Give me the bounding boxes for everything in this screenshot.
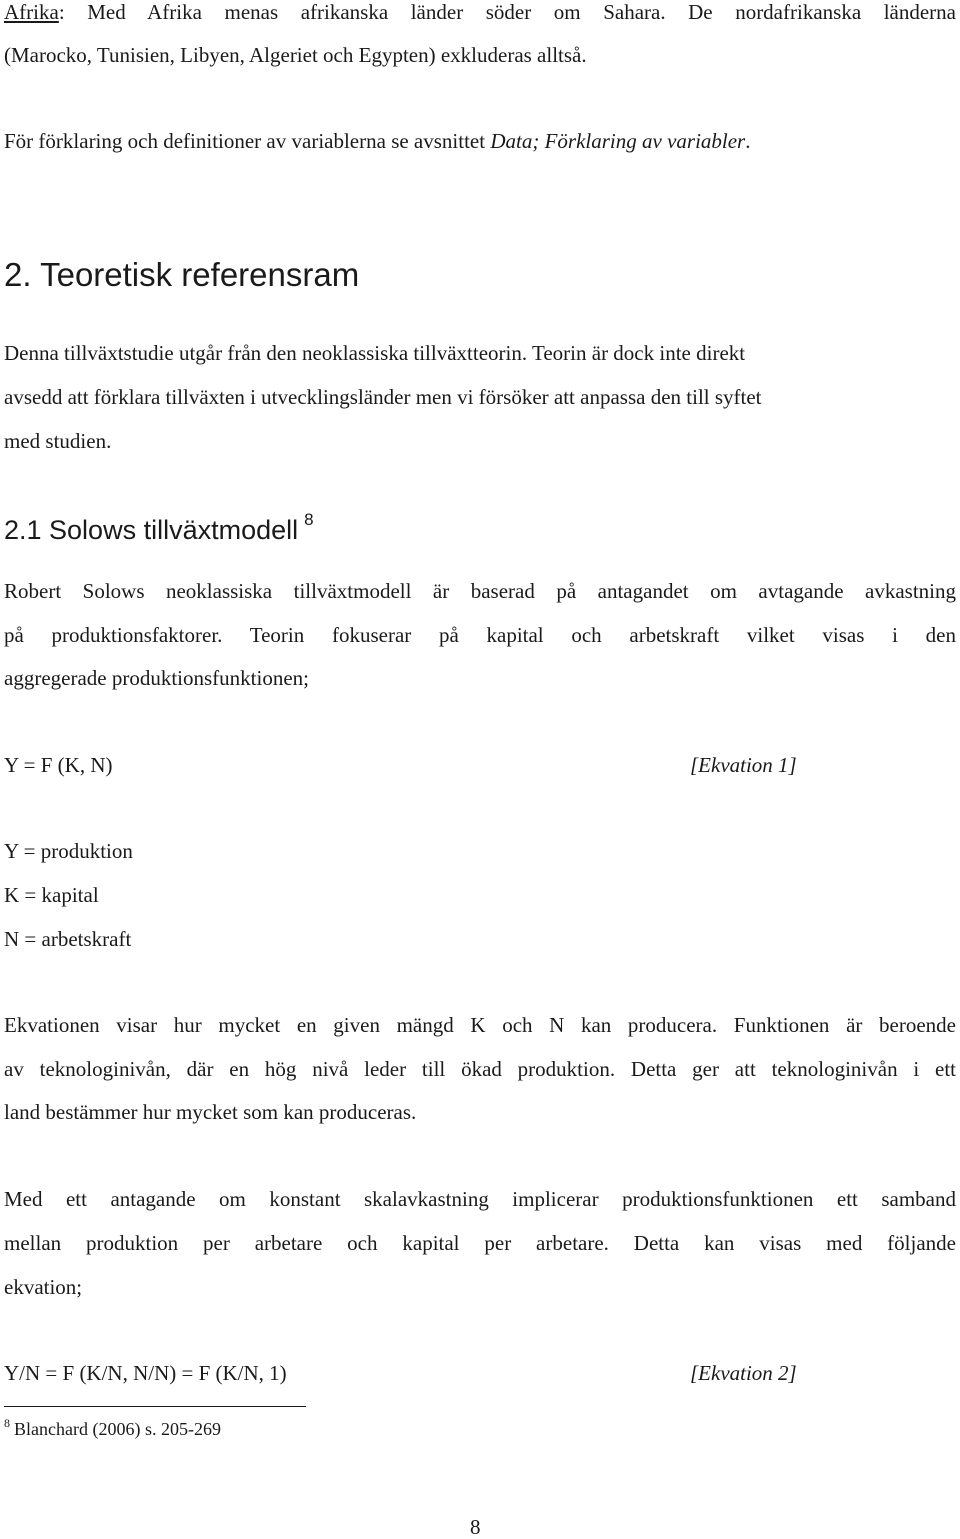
section-2-para-line: avsedd att förklara tillväxten i utvecklingsländer men vi försöker att anpassa den till syftet: [4, 385, 762, 409]
solow-para-2-line: Ekvationen visar hur mycket en given mängd K och N kan producera. Funktionen är beroende: [4, 1013, 956, 1037]
afrika-definition-line-1: [4, 2, 956, 23]
solow-para-2-line: land bestämmer hur mycket som kan produceras.: [4, 1100, 417, 1124]
variable-reference-end: .: [745, 129, 751, 153]
variable-reference-section: Data; Förklaring av variabler: [490, 129, 746, 153]
section-2-heading: 2. Teoretisk referensram: [4, 256, 360, 293]
solow-para-1-line: Robert Solows neoklassiska tillväxtmodell är baserad på antagandet om avtagande avkastning: [4, 579, 956, 603]
equation-1: Y = F (K, N): [4, 753, 113, 777]
definition-y: Y = produktion: [4, 839, 133, 863]
equation-2-label: [Ekvation 2]: [690, 1361, 797, 1385]
solow-para-1-line: på produktionsfaktorer. Teorin fokuserar på kapital och arbetskraft vilket visas i den: [4, 623, 956, 647]
solow-para-1-line: aggregerade produktionsfunktionen;: [4, 666, 309, 690]
footnote-reference: 8: [304, 510, 314, 529]
afrika-term: Afrika: [4, 0, 59, 24]
section-2-para-line: Denna tillväxtstudie utgår från den neoklassiska tillväxtteorin. Teorin är dock inte direkt: [4, 341, 746, 365]
section-2-para-line: med studien.: [4, 429, 112, 453]
footnote: [4, 1416, 221, 1439]
solow-para-3-line: ekvation;: [4, 1275, 83, 1299]
variable-reference-text: För förklaring och definitioner av variablerna se avsnittet: [4, 129, 491, 153]
section-2-1-heading: [4, 510, 314, 545]
footnote-marker: 8: [4, 1416, 10, 1430]
definition-k: K = kapital: [4, 883, 99, 907]
footnote-text: Blanchard (2006) s. 205-269: [14, 1419, 221, 1439]
solow-para-2-line: av teknologinivån, där en hög nivå leder till ökad produktion. Detta ger att teknologinivån i ett: [4, 1057, 956, 1081]
footnote-divider: [4, 1406, 306, 1407]
solow-para-3-line: mellan produktion per arbetare och kapital per arbetare. Detta kan visas med följande: [4, 1231, 956, 1255]
variable-reference-line: [4, 131, 750, 152]
page-number: 8: [470, 1515, 481, 1539]
section-2-1-title: 2.1 Solows tillväxtmodell: [4, 515, 299, 545]
definition-n: N = arbetskraft: [4, 927, 132, 951]
solow-para-3-line: Med ett antagande om konstant skalavkastning implicerar produktionsfunktionen ett samband: [4, 1187, 956, 1211]
equation-1-label: [Ekvation 1]: [690, 753, 797, 777]
equation-2: Y/N = F (K/N, N/N) = F (K/N, 1): [4, 1361, 287, 1385]
afrika-definition-text: : Med Afrika menas afrikanska länder söder om Sahara. De nordafrikanska länderna: [58, 0, 956, 24]
afrika-definition-line-2: (Marocko, Tunisien, Libyen, Algeriet och Egypten) exkluderas alltså.: [4, 43, 587, 67]
